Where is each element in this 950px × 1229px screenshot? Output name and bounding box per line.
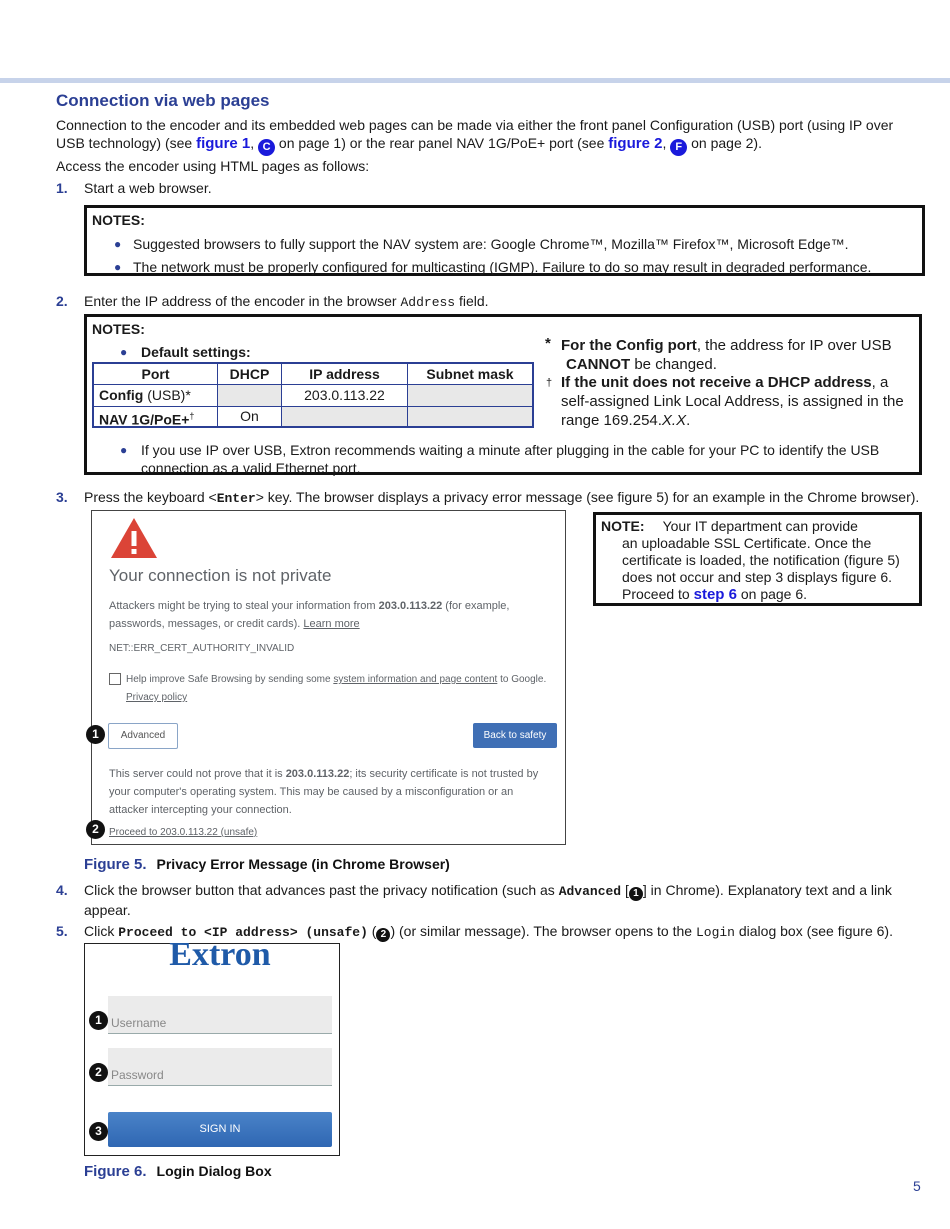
figure-5-caption: Figure 5. Privacy Error Message (in Chrome Browser) bbox=[84, 856, 450, 873]
table-cell bbox=[408, 407, 532, 426]
callout-1-badge: 1 bbox=[86, 725, 105, 744]
safe-browsing-text: Help improve Safe Browsing by sending some system information and page content to Google. bbox=[126, 674, 547, 685]
notes-box-1 bbox=[84, 205, 925, 276]
footnote-dagger: † bbox=[546, 377, 553, 389]
footnote-asterisk: * bbox=[545, 335, 551, 352]
table-cell bbox=[408, 385, 532, 407]
username-input[interactable]: Username bbox=[108, 996, 332, 1034]
step-2-number: 2. bbox=[56, 293, 68, 309]
step-6-link[interactable]: step 6 bbox=[693, 586, 737, 603]
table-cell bbox=[218, 385, 282, 407]
server-warning-line3: attacker intercepting your connection. bbox=[109, 804, 292, 816]
figure-1-link[interactable]: figure 1 bbox=[196, 135, 251, 152]
learn-more-link[interactable]: Learn more bbox=[303, 618, 360, 630]
error-heading: Your connection is not private bbox=[109, 566, 332, 585]
safe-browsing-checkbox[interactable] bbox=[109, 673, 121, 685]
callout-f-badge: F bbox=[670, 139, 687, 156]
table-header: Port bbox=[94, 364, 218, 385]
system-info-link[interactable]: system information and page content bbox=[333, 674, 498, 685]
server-warning-line2: your computer's operating system. This may be caused by a misconfiguration or an bbox=[109, 786, 514, 798]
page-number: 5 bbox=[913, 1178, 921, 1194]
default-settings-table bbox=[92, 362, 534, 428]
proceed-line bbox=[109, 824, 257, 842]
server-warning-line1: This server could not prove that it is 203.0.113.22; its security certificate is not trusted by bbox=[109, 768, 539, 780]
callout-1-inline: 1 bbox=[629, 887, 643, 901]
notes-item: The network must be properly configured for multicasting (IGMP). Failure to do so may result in degraded performance. bbox=[133, 259, 872, 275]
step-5-number: 5. bbox=[56, 923, 68, 939]
bullet-icon: ● bbox=[120, 345, 128, 359]
note-title: NOTE: bbox=[601, 518, 645, 534]
table-header: DHCP bbox=[218, 364, 282, 385]
error-description-line2: passwords, messages, or credit cards). Learn more bbox=[109, 618, 360, 630]
callout-c-badge: C bbox=[258, 139, 275, 156]
figure-2-link[interactable]: figure 2 bbox=[608, 135, 663, 152]
privacy-policy-line bbox=[126, 689, 187, 707]
bullet-icon: ● bbox=[114, 260, 122, 274]
login-dialog bbox=[84, 936, 340, 1156]
password-input[interactable]: Password bbox=[108, 1048, 332, 1086]
back-to-safety-button[interactable]: Back to safety bbox=[473, 723, 557, 748]
footnote-config: For the Config port, the address for IP over USB CANNOT be changed. bbox=[561, 337, 892, 373]
step-1-text: Start a web browser. bbox=[84, 180, 212, 196]
intro-access-text: Access the encoder using HTML pages as follows: bbox=[56, 158, 370, 174]
extron-logo: Extron bbox=[169, 936, 271, 973]
chrome-privacy-error-screenshot bbox=[91, 510, 566, 845]
table-header: IP address bbox=[282, 364, 408, 385]
table-row: Config (USB)* bbox=[94, 385, 218, 407]
default-settings-label: Default settings: bbox=[141, 344, 251, 360]
callout-1-badge: 1 bbox=[89, 1011, 108, 1030]
notes-title: NOTES: bbox=[92, 212, 145, 228]
warning-icon bbox=[109, 516, 159, 560]
callout-2-badge: 2 bbox=[89, 1063, 108, 1082]
header-rule bbox=[0, 78, 950, 83]
bullet-icon: ● bbox=[120, 443, 128, 457]
usb-note: If you use IP over USB, Extron recommends waiting a minute after plugging in the cable for your PC to identify the USB connection as a valid Ethernet port. bbox=[141, 442, 880, 476]
footnote-dhcp: If the unit does not receive a DHCP address, a self-assigned Link Local Address, is assigned in the range 169.254.X.X. bbox=[561, 374, 904, 429]
step-5-text: Click Proceed to <IP address> (unsafe) ( 2 ) (or similar message). The browser opens to the Login dialog box (see figure 6). bbox=[84, 923, 893, 940]
section-title: Connection via web pages bbox=[56, 91, 270, 110]
ssl-note-text: NOTE: Your IT department can provide an uploadable SSL Certificate. Once the certificate is loaded, the notification (figure 5) does not occur and step 3 displays figure 6. Proceed to step 6 on page 6. bbox=[601, 518, 900, 603]
notes-title: NOTES: bbox=[92, 321, 145, 337]
callout-2-badge: 2 bbox=[86, 820, 105, 839]
table-header: Subnet mask bbox=[408, 364, 532, 385]
step-4-number: 4. bbox=[56, 882, 68, 898]
advanced-button[interactable]: Advanced bbox=[108, 723, 178, 749]
callout-2-inline: 2 bbox=[376, 928, 390, 942]
callout-3-badge: 3 bbox=[89, 1122, 108, 1141]
note-box-ssl bbox=[593, 512, 922, 606]
bullet-icon: ● bbox=[114, 237, 122, 251]
table-cell bbox=[282, 407, 408, 426]
table-cell: 203.0.113.22 bbox=[282, 385, 408, 407]
proceed-unsafe-link[interactable]: Proceed to 203.0.113.22 (unsafe) bbox=[109, 827, 258, 838]
step-3-text: Press the keyboard <Enter> key. The browser displays a privacy error message (see figure 5) for an example in the Chrome browser). bbox=[84, 489, 920, 506]
step-2-text: Enter the IP address of the encoder in the browser Address field. bbox=[84, 293, 489, 310]
step-1-number: 1. bbox=[56, 180, 68, 196]
step-3-number: 3. bbox=[56, 489, 68, 505]
intro-paragraph: Connection to the encoder and its embedded web pages can be made via either the front panel Configuration (USB) port (using IP over USB technology) (see figure 1, C on page 1) or the rear panel NAV 1G/PoE+ port (see figure 2, F on page 2). bbox=[56, 116, 916, 156]
table-cell: On bbox=[218, 407, 282, 426]
sign-in-button[interactable]: SIGN IN bbox=[108, 1112, 332, 1147]
notes-item: Suggested browsers to fully support the NAV system are: Google Chrome™, Mozilla™ Firefox™, Microsoft Edge™. bbox=[133, 236, 849, 252]
error-code: NET::ERR_CERT_AUTHORITY_INVALID bbox=[109, 643, 295, 654]
privacy-policy-link[interactable]: Privacy policy bbox=[126, 692, 188, 703]
step-4-text: Click the browser button that advances past the privacy notification (such as Advanced [ 1 ] in Chrome). Explanatory text and a link appear. bbox=[84, 882, 892, 918]
table-row: NAV 1G/PoE+† bbox=[94, 407, 218, 426]
error-description: Attackers might be trying to steal your information from 203.0.113.22 (for example, bbox=[109, 600, 510, 612]
figure-6-caption: Figure 6. Login Dialog Box bbox=[84, 1163, 272, 1180]
